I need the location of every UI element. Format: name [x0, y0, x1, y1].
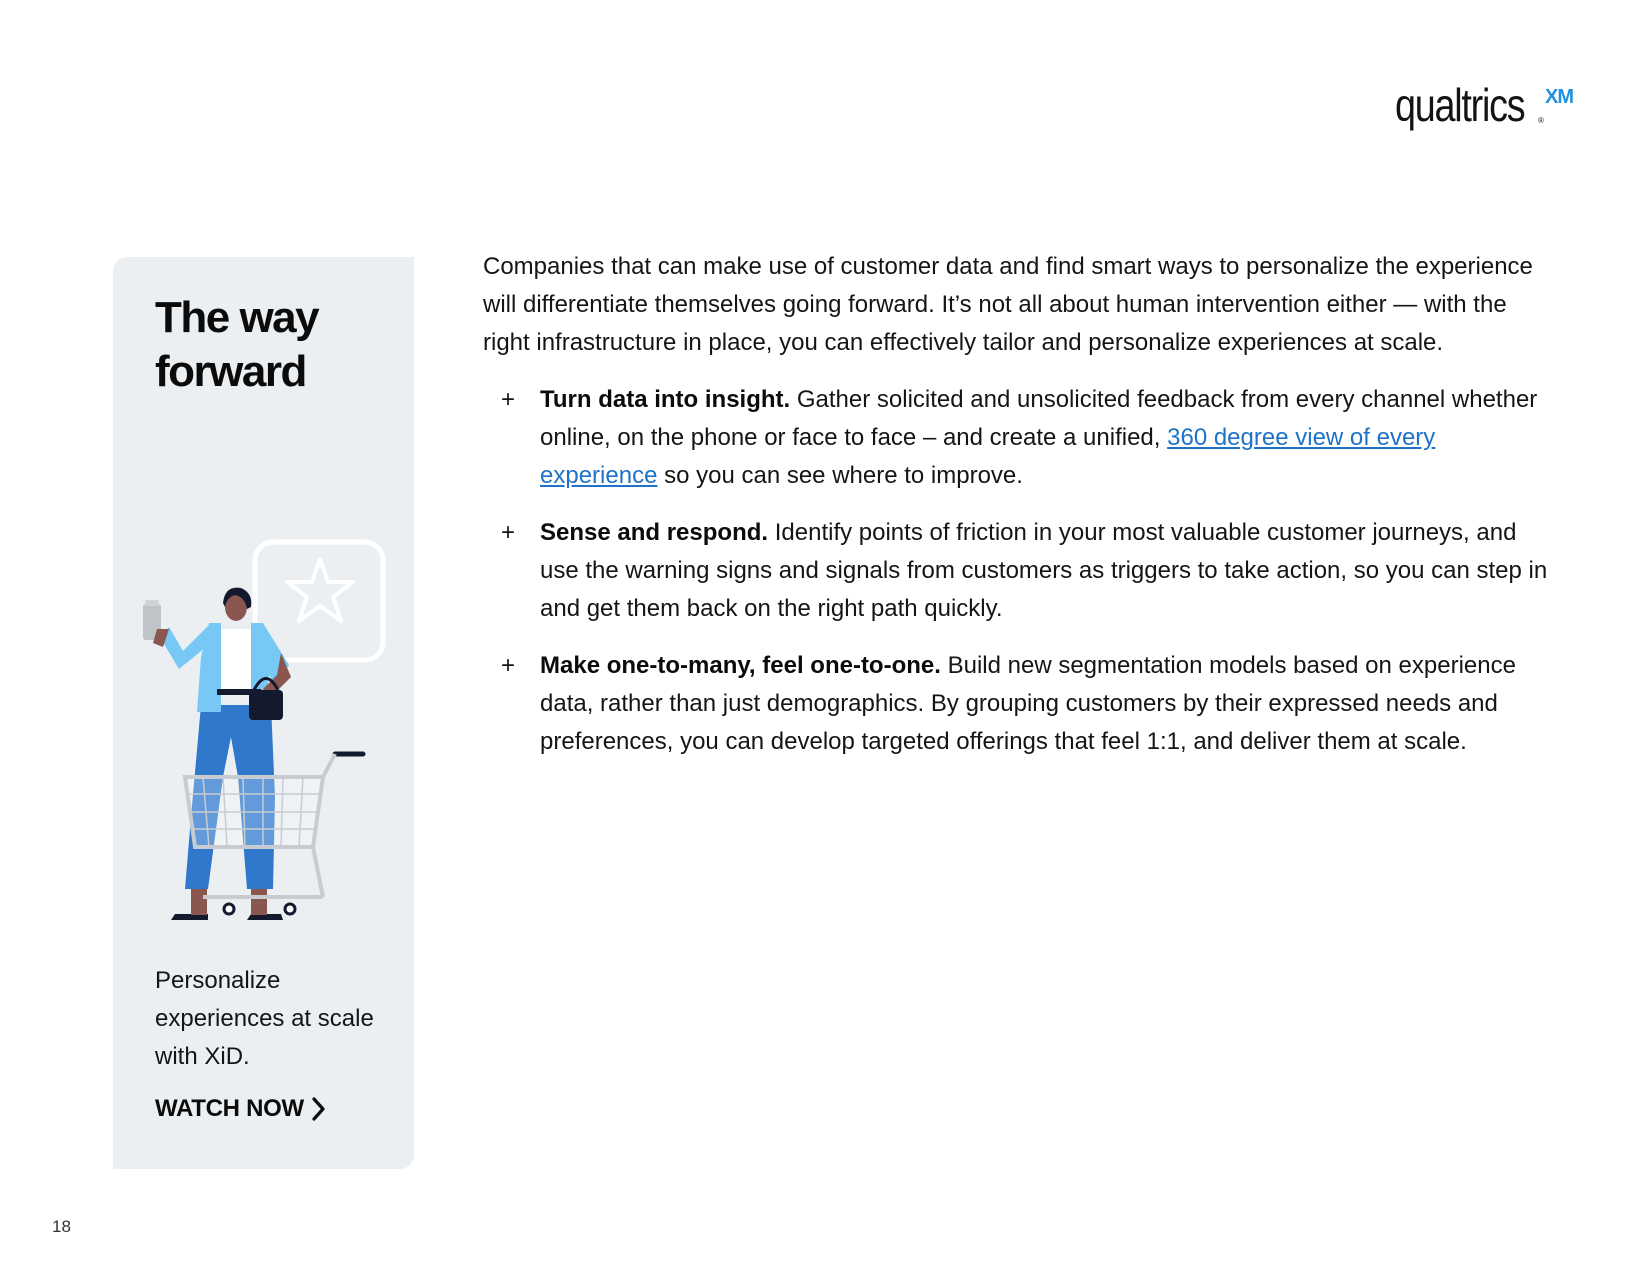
main-content [483, 248, 1558, 780]
bullet-text: Identify points of friction in your most valuable customer journeys, and use the warning signs and signals from customers as triggers to take action, so you can step in and get them back on the right path quickly. [540, 519, 1548, 622]
sidebar-caption: Personalize experiences at scale with XiD. [155, 967, 374, 1070]
sidebar-card [113, 257, 414, 1169]
bullet-text: Gather solicited and unsolicited feedback from every channel whether online, on the phone or face to face – and create a unified, [540, 386, 1538, 451]
logo-registered-mark: ® [1538, 116, 1544, 125]
page-number: 18 [52, 1217, 71, 1236]
plus-icon: + [501, 652, 516, 679]
watch-now-label: WATCH NOW [155, 1095, 304, 1122]
bullet-text: so you can see where to improve. [657, 462, 1023, 489]
plus-icon: + [501, 386, 516, 413]
plus-icon: + [501, 519, 516, 546]
list-item [483, 647, 1558, 761]
sidebar-title: The way forward [155, 293, 319, 396]
qualtrics-logo [1395, 79, 1573, 131]
watch-now-link[interactable] [155, 1095, 326, 1123]
intro-paragraph: Companies that can make use of customer data and find smart ways to personalize the experience will differentiate themselves going forward. It’s not all about human intervention either — with the right infrastructure in place, you can effectively tailor and personalize experiences at scale. [483, 253, 1533, 356]
list-item [483, 381, 1558, 495]
bullet-heading: Sense and respond. [540, 519, 769, 546]
list-item [483, 514, 1558, 628]
logo-xm-mark: XM [1545, 86, 1573, 108]
bullet-heading: Turn data into insight. [540, 386, 791, 413]
360-view-link[interactable]: 360 degree view of every experience [540, 424, 1436, 489]
bullet-text: Build new segmentation models based on experience data, rather than just demographics. By grouping customers by their expressed needs and preferences, you can develop targeted offerings that feel 1:1, and deliver them at scale. [540, 652, 1516, 755]
shopper-with-cart-and-star-icon [113, 257, 414, 957]
chevron-right-icon [312, 1097, 326, 1121]
logo-wordmark: qualtrics [1395, 79, 1525, 131]
bullet-heading: Make one-to-many, feel one-to-one. [540, 652, 941, 679]
